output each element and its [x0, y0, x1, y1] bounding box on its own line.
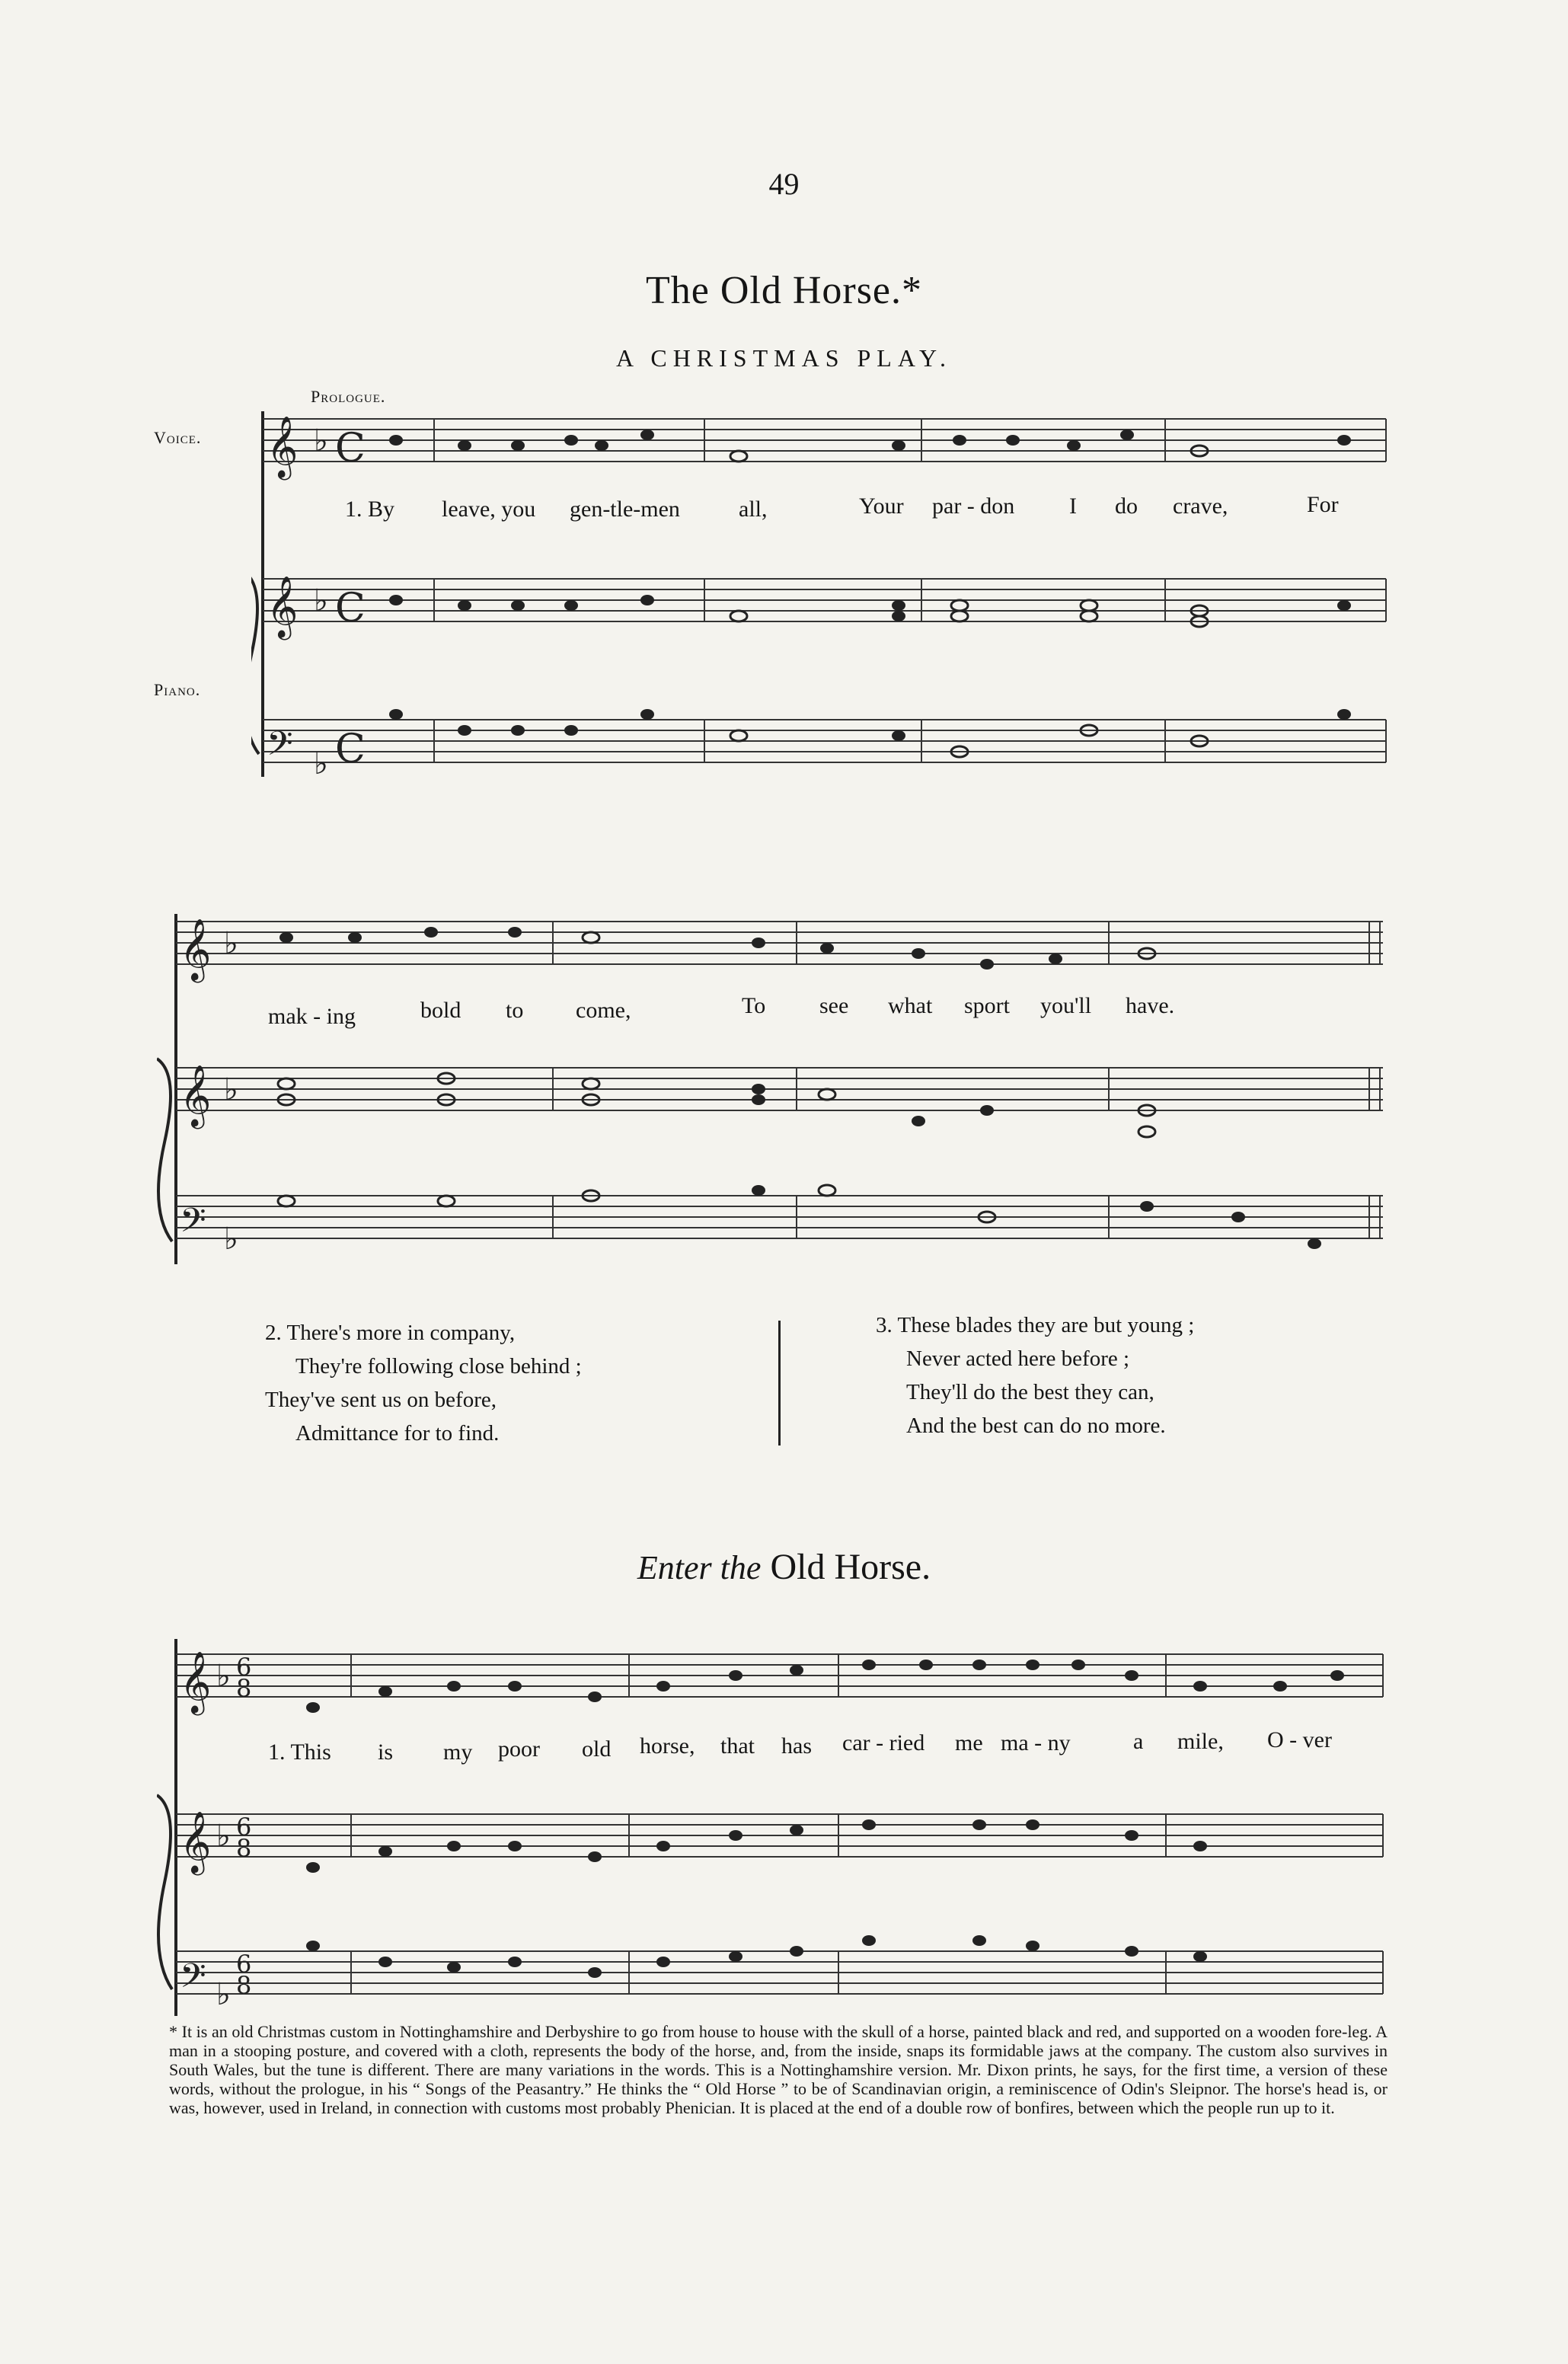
- verse-3-line-1: 3. These blades they are but young ;: [876, 1313, 1195, 1337]
- svg-text:6: 6: [236, 1950, 252, 1979]
- lyric2-7: what: [888, 993, 933, 1018]
- svg-text:𝄞: 𝄞: [180, 1650, 212, 1713]
- voice-label: Voice.: [154, 428, 202, 447]
- svg-text:♭: ♭: [314, 583, 328, 618]
- lyric3-9: car - ried: [842, 1730, 925, 1755]
- piano-label: Piano.: [154, 680, 201, 699]
- lyric3-10: me: [955, 1730, 983, 1755]
- lyric2-10: have.: [1126, 993, 1175, 1018]
- lyric-3: gen-tle-men: [570, 497, 680, 522]
- lyric3-14: O - ver: [1267, 1727, 1332, 1752]
- svg-text:8: 8: [236, 1834, 252, 1863]
- lyric2-2: bold: [420, 998, 461, 1023]
- lyric2-5: To: [742, 993, 766, 1018]
- svg-text:♭: ♭: [216, 1977, 231, 2012]
- lyric-4: all,: [739, 497, 768, 522]
- voice-staff-2: [176, 922, 1383, 964]
- lyric3-4: poor: [498, 1736, 540, 1762]
- lyric3-1: 1. This: [268, 1739, 331, 1765]
- lyric-10: For: [1307, 492, 1339, 517]
- score-system-2: [157, 906, 1398, 1272]
- svg-text:♭: ♭: [314, 423, 328, 458]
- lyric2-8: sport: [964, 993, 1010, 1018]
- lyric-7: I: [1069, 494, 1077, 519]
- verse-2: [265, 1316, 582, 1450]
- lyric-1: 1. By: [345, 497, 395, 522]
- lyric3-13: mile,: [1177, 1729, 1224, 1754]
- svg-text:♭: ♭: [224, 1072, 238, 1107]
- svg-text:♭: ♭: [224, 926, 238, 961]
- lyric3-5: old: [582, 1736, 612, 1762]
- svg-text:𝄢: 𝄢: [180, 1956, 206, 2004]
- lyric3-11: ma - ny: [1001, 1730, 1071, 1755]
- lyric-6: par - don: [932, 494, 1015, 519]
- svg-text:𝄢: 𝄢: [267, 724, 293, 771]
- song-title: The Old Horse.*: [645, 269, 923, 312]
- lyric3-8: has: [781, 1733, 812, 1759]
- lyric2-6: see: [819, 993, 849, 1018]
- voice-staff: [263, 419, 1386, 462]
- lyric-5: Your: [859, 494, 904, 519]
- lyric3-6: horse,: [640, 1733, 695, 1759]
- svg-text:♭: ♭: [216, 1659, 231, 1694]
- verse-3-line-3: They'll do the best they can,: [906, 1380, 1154, 1404]
- svg-text:C: C: [335, 727, 366, 772]
- verse-3: [876, 1308, 1194, 1442]
- enter-heading: [0, 1546, 1568, 1588]
- enter-heading-italic: Enter the: [637, 1549, 762, 1586]
- score-system-3: [157, 1631, 1398, 2027]
- svg-text:𝄞: 𝄞: [180, 1810, 212, 1873]
- svg-text:8: 8: [236, 1674, 252, 1703]
- svg-text:𝄞: 𝄞: [180, 918, 212, 980]
- lyric3-3: my: [443, 1739, 473, 1765]
- svg-text:♭: ♭: [224, 1222, 238, 1257]
- svg-text:8: 8: [236, 1971, 252, 2000]
- lyric-2: leave, you: [442, 497, 536, 522]
- svg-text:6: 6: [236, 1813, 252, 1842]
- lyric3-2: is: [378, 1739, 394, 1765]
- verse-2-line-4: Admittance for to find.: [295, 1421, 500, 1446]
- prologue-label: Prologue.: [311, 387, 386, 406]
- lyric-8: do: [1115, 494, 1138, 519]
- svg-text:C: C: [335, 426, 366, 471]
- lyric3-7: that: [720, 1733, 755, 1759]
- svg-text:𝄞: 𝄞: [267, 415, 299, 478]
- verse-2-line-1: 2. There's more in company,: [265, 1321, 516, 1345]
- svg-text:♭: ♭: [216, 1819, 231, 1854]
- verse-3-line-4: And the best can do no more.: [906, 1414, 1166, 1438]
- piano-treble-staff: [263, 579, 1386, 621]
- lyric-9: crave,: [1173, 494, 1228, 519]
- svg-text:C: C: [335, 586, 366, 631]
- page-number: 49: [768, 167, 800, 201]
- svg-text:♭: ♭: [314, 746, 328, 781]
- lyric3-12: a: [1133, 1729, 1144, 1754]
- verse-2-line-3: They've sent us on before,: [265, 1388, 497, 1412]
- score-system-1: [251, 404, 1409, 784]
- svg-text:𝄞: 𝄞: [180, 1064, 212, 1126]
- svg-text:𝄢: 𝄢: [180, 1200, 206, 1248]
- piano-treble-staff-2: [176, 1068, 1383, 1110]
- lyric2-3: to: [506, 998, 524, 1023]
- lyric2-9: you'll: [1040, 993, 1092, 1018]
- piano-bass-staff: [263, 720, 1386, 762]
- footnote: * It is an old Christmas custom in Nottinghamshire and Derbyshire to go from house to house with the skull of a horse, painted black and red, and supported on a wooden fore-leg. A man in a stooping posture, and covered with a cloth, represents the body of the horse, and, from the inside, snaps its formidable jaws at the company. The custom also survives in South Wales, but the tune is different. There are many variations in the words. This is a Nottinghamshire version. Mr. Dixon prints, he says, for the first time, a version of these words, without the prologue, in his “ Songs of the Peasantry.” He thinks the “ Old Horse ” to be of Scandinavian origin, a reminiscence of Odin's Sleipnor. The horse's head is, or was, however, used in Ireland, in connection with customs most probably Phenician. It is placed at the end of a double row of bonfires, between which the people run up to it.: [169, 2022, 1388, 2117]
- verse-divider: [778, 1321, 781, 1446]
- piano-bass-staff-2: [176, 1196, 1383, 1238]
- verse-2-line-2: They're following close behind ;: [295, 1354, 582, 1378]
- verse-3-line-2: Never acted here before ;: [906, 1347, 1130, 1371]
- lyric2-1: mak - ing: [268, 1004, 356, 1029]
- song-subtitle: A CHRISTMAS PLAY.: [616, 344, 952, 372]
- svg-text:6: 6: [236, 1653, 252, 1682]
- svg-text:𝄞: 𝄞: [267, 575, 299, 637]
- enter-heading-name: Old Horse.: [770, 1547, 931, 1587]
- lyric2-4: come,: [576, 998, 631, 1023]
